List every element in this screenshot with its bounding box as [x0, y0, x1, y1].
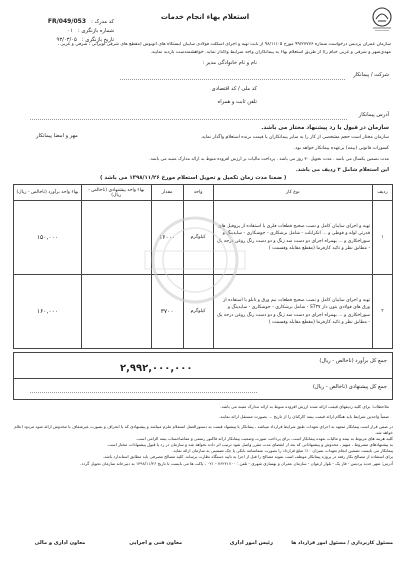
note-1: ملاحظات: برای کلیه ردیفهای قیمت ارائه شده ارزش افزوده منوط به ارائه مدارک مثبته می باشد.: [220, 404, 389, 409]
table-header-unit: واحد: [183, 185, 213, 201]
organization-logo: [367, 6, 397, 32]
intro-line-2: مهدی‌شهر و شرقی و غربی خیام را) از طریق استعلام بهاء به پیمانکاران واجد شرایط واگذار نماید. خواهشمندست بازدید نمایید.: [150, 50, 391, 55]
term-paragraph-1: در ضمن قرار است پیمانکار متعهد به اجرای تعهدات طبق شرایط قرارداد میباشد ، پیمانکار با پیشنهاد قیمت به دستورالعمل استعلام ملزم میباشد و پیشنهادی که با انحراف و بصورت غیرشفاف یا مخدوش ارائه شود مردود اعلام خواهد شد.: [14, 424, 393, 436]
unit-cell: کیلوگرم: [183, 201, 213, 275]
table-header-estimated-price: بهاء واحد برآورد (ناخالص - ریال): [14, 185, 82, 201]
signature-block: [205, 540, 297, 568]
condition-line-3: مدت تضمین یکسال می باشد . مدت تحویل ۳۰ روز می باشد . پرداخت مالیات بر ارزش افزوده منوط به ارائه مدارک مثبته می باشد.: [149, 157, 389, 162]
document-code-value: FR/049/053: [47, 18, 87, 25]
row-number-cell: ۲: [373, 275, 393, 349]
total-offer-label: جمع کل پیشنهادی (ناخالص - ریال): [312, 384, 387, 390]
total-estimate-value: ۲,۹۹۲,۰۰۰,۰۰۰: [120, 363, 193, 374]
signatures-row: [14, 540, 393, 568]
table-header-row-number: ردیف: [373, 185, 393, 201]
term-paragraph-5: برای استفاده از مصالح بکار رفته در پروژه پیمانکار موظف است نمونه مصالح را قبل از اجرا به تایید دستگاه نظارت برساند. کلیه مصالح مصرفی باید مطابق استاندارد باشد.: [102, 454, 393, 460]
address-field-line: [30, 119, 347, 120]
signature-role: مسئول کاربردازی / مسئول امور قرارداد ها: [291, 541, 393, 546]
term-paragraph-4: پیمانکار می بایست تضمین انجام تعهدات بمیزان ۱۰٪ مبلغ قرارداد را بصورت ضمانتنامه بانکی یا چک تضمینی به سازمان ارائه نماید.: [172, 448, 393, 454]
contractor-field-line: [120, 79, 345, 80]
quantity-cell: ۳۷۰۰: [151, 275, 183, 349]
term-paragraph-3: به پیشنهادهای مشروط ، مبهم ، مخدوش و پیشنهاداتی که بعد از انقضای مدت مقرر واصل شود ترتیب اثر داده نخواهد شد و سازمان در رد یا قبول پیشنهادات مختار است.: [106, 442, 393, 448]
conditions-heading: سازمان در قبول یا رد پیشنهاد مختار می باشد.: [261, 125, 389, 131]
condition-line-1: سازمان مختار است حجم مشخصی از کار را به سایر پیمانکاران با قیمت برنده استعلام واگذار نماید.: [200, 135, 389, 140]
revision-number-value: ۰۱: [67, 28, 73, 34]
terms-block: [13, 424, 393, 467]
table-header-offered-price: بهاء واحد پیشنهادی (ناخالص - ریال): [81, 185, 151, 201]
contractor-label: شرکت / پیمانکار: [353, 72, 389, 78]
watermark-stamp: [120, 205, 270, 325]
signature-role: معاون فنی و اجرایی: [129, 540, 183, 546]
intro-line-1: سازمان عمران پردیس درخواست شماره ۹۹/۲۷۷۷۶ مورخ ۹۸/۱۱/۰۵ از بابت تهیه و اجرای اسکلت فولادی سایبان ایستگاه های اتوبوس (مقطع های شرقی لویزانی ، شرقی و غربی ،: [57, 42, 391, 47]
national-code-label: کد ملی / کد اقتصادی: [211, 86, 257, 92]
row-number-cell: ۱: [373, 201, 393, 275]
document-code-label: کد مدرک :: [91, 19, 114, 25]
term-paragraph-2: کلیه هزینه های مربوط به بیمه و مالیات بعهده پیمانکار است. برای پرداخت صورت وضعیت پیمانکار ارائه فاکتور رسمی و مفاصاحساب بیمه الزامی است.: [135, 436, 393, 442]
signature-role: رئیس امور اداری: [229, 540, 273, 546]
note-2: ضمناً واجدین شرایط باید هنگام ارائه قیمت بیمه کارکنان را از تاریخ ... بصورت مستقل ارائه نمایند.: [218, 414, 389, 419]
condition-line-2: کسورات قانونی (بیمه) برعهده پیمانکار خواهد بود.: [293, 146, 389, 151]
table-header-quantity: مقدار: [151, 185, 183, 201]
signature-block: [14, 540, 106, 568]
work-description-cell: تهیه و اجرای سایبان کامل و نصب صحیح قطعات نیم ورق و تابلو با استفاده از ورق های فولادی بتون دار ST۳۷ - شامل برشکاری - جوشکاری - سایدینگ و سوراخکاری و ... بهمراه اجرای دو دست ضد زنگ و دو دست رنگ روغن درجه یک - مطابق نظر و تائید کارفرما (مقطع مقابله وقسمت ): [213, 275, 372, 349]
condition-line-4: این استعلام شامل ۲ ردیف می باشد.: [295, 167, 389, 173]
manager-name-label: نام و نام خانوادگی مدیر :: [202, 60, 257, 66]
signature-role: معاون اداری و مالی: [34, 540, 86, 546]
total-estimate-label: جمع کل برآورد (ناخالص - ریال): [319, 358, 387, 364]
table-header-work-type: نوع کار: [213, 185, 372, 201]
revision-date-label: تاریخ بازنگری :: [81, 37, 114, 43]
quantity-cell: ۱۶۰۰۰: [151, 201, 183, 275]
page-title: استعلام بهاء انجام خدمات: [160, 13, 250, 21]
estimated-price-cell: ۱۶۰,۰۰۰: [14, 275, 82, 349]
table-header-row: [14, 185, 393, 201]
phone-label: تلفن ثابت و همراه: [217, 99, 257, 105]
total-offer-field-line: [30, 392, 257, 393]
revision-date-value: ۹۳/۰۳/۰۵: [56, 37, 77, 43]
totals-divider: [13, 378, 393, 379]
contractor-stamp-label: مهر و امضا پیمانکار: [36, 133, 78, 139]
work-description-cell: تهیه و اجرای سایبان کامل و نصب صحیح قطعات فلزی با استفاده از پروفیل های قدرتی لوله و قوطی و ... انکرابلت - شامل برشکاری - جوشکاری - سایدینگ و سوراخکاری و ... بهمراه اجرای دو دست ضد زنگ و دو دست رنگ روغن درجه یک - مطابق نظر و تائید کارفرما (مقطع مقابله وقسمت ): [213, 201, 372, 275]
estimated-price-cell: ۱۵۰,۰۰۰: [14, 201, 82, 275]
revision-number-label: شماره بازنگری :: [78, 28, 114, 34]
deadline-note: ( ضمنا مدت زمان تکمیل و تحویل استعلام مورخ ۱۳۹۸/۱۱/۲۶ می باشد ): [100, 175, 287, 181]
term-paragraph-6: آدرس: شهر جدید پردیس - فاز یک - بلوار ارغوان - سازمان عمران و بهسازی شهری - تلفن : ۷۶۲۴۱۷۰۰ - ۰۲۱ ، پاکت ها می بایست تا تاریخ ۱۳۹۸/۱۱/۲۶ به دبیرخانه سازمان تحویل گردد.: [80, 460, 393, 466]
signature-block: [110, 540, 202, 568]
signature-block: [291, 540, 393, 568]
unit-cell: کیلوگرم: [183, 275, 213, 349]
address-label: آدرس پیمانکار: [358, 112, 389, 118]
